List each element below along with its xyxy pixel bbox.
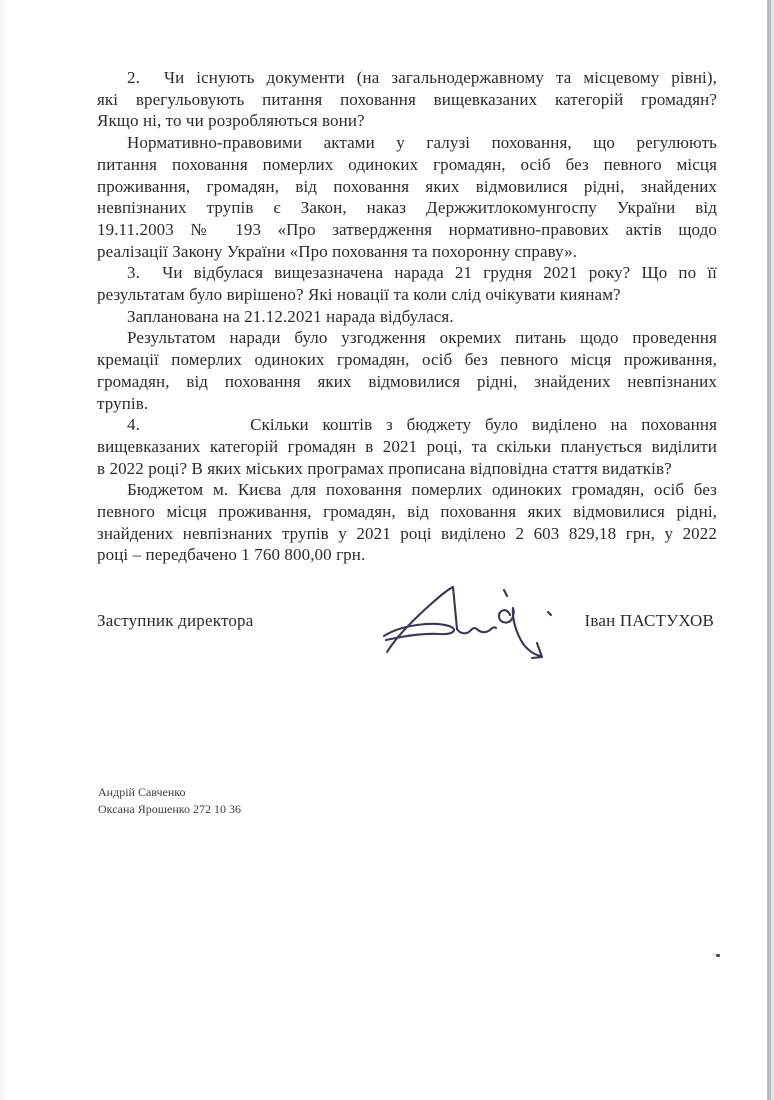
footer-contact-line: Оксана Ярошенко 272 10 36 [98, 802, 241, 816]
document-line: 4. Скільки коштів з бюджету було виділено на поховання [127, 415, 717, 435]
document-line: громадян, від поховання яких відмовилися рідні, знайдених невпізнаних [97, 371, 717, 391]
footer-contact-line: Андрій Савченко [98, 785, 186, 799]
signer-name: Іван ПАСТУХОВ [584, 611, 714, 630]
document-line: Запланована на 21.12.2021 нарада відбулася. [127, 306, 454, 326]
document-line: Нормативно-правовими актами у галузі поховання, що регулюють [127, 133, 717, 153]
document-line: питання поховання померлих одиноких громадян, осіб без певного місця [97, 154, 717, 174]
signer-title: Заступник директора [97, 611, 254, 630]
document-line: реалізації Закону України «Про поховання та похоронну справу». [97, 241, 578, 261]
handwritten-signature-ink [383, 578, 563, 668]
document-line: кремації померлих одиноких громадян, осіб без певного місця проживання, [97, 350, 717, 370]
scan-speck-artifact [716, 954, 720, 957]
document-line: знайдених невпізнаних трупів у 2021 році виділено 2 603 829,18 грн, у 2022 [97, 523, 717, 543]
document-line: в 2022 році? В яких міських програмах прописана відповідна стаття видатків? [97, 458, 672, 478]
text-block [97, 67, 717, 566]
document-line: Бюджетом м. Києва для поховання померлих одиноких громадян, осіб без [127, 480, 717, 500]
document-line: які врегульовують питання поховання вищевказаних категорій громадян? [97, 89, 717, 109]
document-line: Якщо ні, то чи розробляються вони? [97, 111, 365, 131]
document-line: 2. Чи існують документи (на загальнодержавному та місцевому рівні), [127, 68, 717, 87]
document-line: результатам було вирішено? Які новації та коли слід очікувати киянам? [97, 285, 621, 305]
document-line: вищевказаних категорій громадян в 2021 році, та скільки планується виділити [97, 436, 717, 456]
document-line: 19.11.2003 № 193 «Про затвердження нормативно-правових актів щодо [97, 219, 717, 239]
document-line: невпізнаних трупів є Закон, наказ Держжитлокомунгоспу України від [97, 198, 717, 218]
footer-contacts [98, 784, 241, 818]
document-line: році – передбачено 1 760 800,00 грн. [97, 545, 366, 565]
document-line: проживання, громадян, від поховання яких відмовилися рідні, знайдених [97, 176, 717, 196]
scan-left-shading [0, 0, 7, 1100]
document-line: трупів. [97, 393, 149, 413]
document-line: Результатом наради було узгодження окремих питань щодо проведення [127, 328, 717, 348]
document-line: 3. Чи відбулася вищезазначена нарада 21 грудня 2021 року? Що по її [127, 263, 717, 283]
document-line: певного місця проживання, громадян, від поховання яких відмовилися рідні, [97, 502, 717, 522]
